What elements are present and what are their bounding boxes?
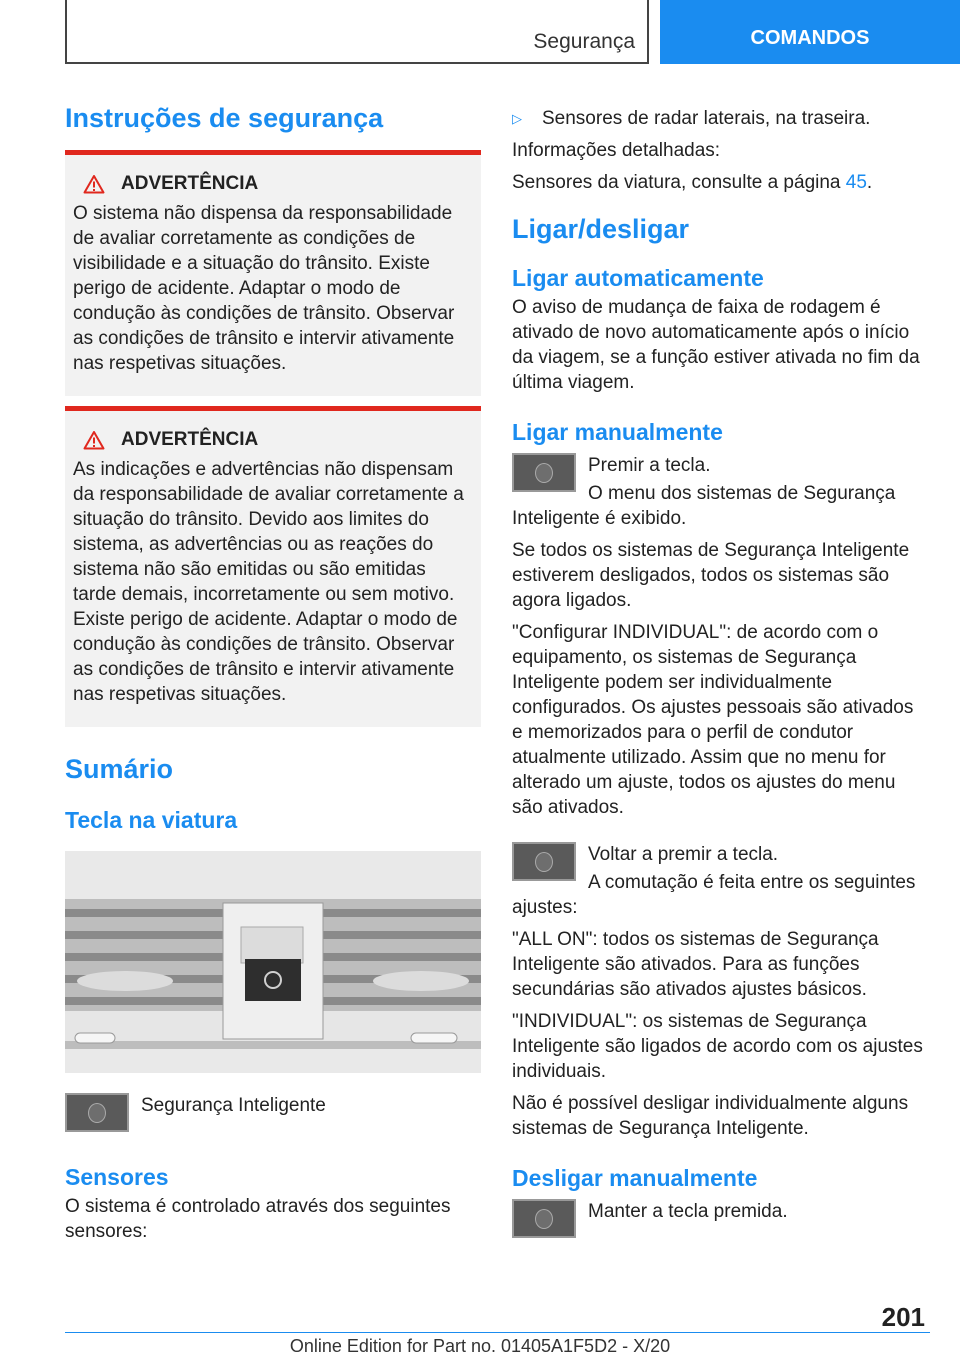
page-number: 201 bbox=[881, 1302, 925, 1332]
warning-text: O sistema não dispensa da responsabilidade de avaliar corretamente as condições de visibilidade e a situação do trânsito. Existe perigo de acidente. Adaptar o modo de condução às condições de trânsito. Observar as condições de trânsito e intervir ativamente nas respetivas situações. bbox=[73, 203, 455, 374]
left-column bbox=[65, 98, 481, 1244]
console-photo bbox=[65, 851, 481, 1073]
all-on-text: "ALL ON": todos os sistemas de Segurança Inteligente são ativados. Para as funções secundárias são ativados ajustes básicos. bbox=[512, 929, 879, 1000]
list-item bbox=[512, 106, 928, 131]
header-section: Segurança bbox=[533, 30, 635, 53]
hold-key-row bbox=[512, 1199, 928, 1238]
manual-title: Ligar manualmente bbox=[512, 419, 723, 445]
intelligent-safety-button-icon bbox=[512, 1199, 576, 1238]
key-title: Tecla na viatura bbox=[65, 807, 238, 833]
right-column bbox=[512, 106, 928, 1238]
auto-text: O aviso de mudança de faixa de rodagem é ativado de novo automaticamente após o início da viagem, se a função estiver ativada no fim da última viagem. bbox=[512, 297, 920, 393]
chapter-tab[interactable]: COMANDOS bbox=[660, 0, 960, 64]
button-legend bbox=[65, 1093, 481, 1132]
press-key-text: Premir a tecla. bbox=[588, 455, 711, 476]
not-possible-text: Não é possível desligar individualmente alguns sistemas de Segurança Inteligente. bbox=[512, 1093, 909, 1139]
details-text: Sensores da viatura, consulte a página 45. bbox=[512, 172, 873, 193]
section-title: Instruções de segurança bbox=[65, 103, 384, 133]
button-legend-label: Segurança Inteligente bbox=[141, 1095, 326, 1116]
footer-divider bbox=[65, 1332, 930, 1333]
footer-text: Online Edition for Part no. 01405A1F5D2 - X/20 bbox=[289, 1336, 671, 1356]
configure-text: "Configurar INDIVIDUAL": de acordo com o equipamento, os sistemas de Segurança Inteligente podem ser individualmente configurados. Os ajustes pessoais são ativados e memorizados para o perfil de condutor atualmente utilizado. Assim que no menu for alterado um ajuste, todos os ajustes do menu são ativados. bbox=[512, 622, 914, 818]
warning-text: As indicações e advertências não dispensam da responsabilidade de avaliar corretamente a situação do trânsito. Devido aos limites do sistema, as advertências ou as reações do sistema não são emitidas ou são emitidas tarde demais, incorretamente ou sem motivo. Existe perigo de acidente. Adaptar o modo de condução às condições de trânsito. Observar as condições de trânsito e intervir ativamente nas respetivas situações. bbox=[73, 459, 464, 705]
sensors-title: Sensores bbox=[65, 1164, 169, 1190]
intelligent-safety-button-icon bbox=[512, 842, 576, 881]
triangle-bullet-icon: ▷ bbox=[512, 111, 522, 126]
warning-box-2 bbox=[65, 406, 481, 727]
details-label: Informações detalhadas: bbox=[512, 140, 721, 161]
all-off-text: Se todos os sistemas de Segurança Inteligente estiverem desligados, todos os sistemas são agora ligados. bbox=[512, 540, 910, 611]
warning-label: ADVERTÊNCIA bbox=[121, 429, 259, 450]
menu-shown-text: O menu dos sistemas de Segurança Inteligente é exibido. bbox=[512, 483, 896, 529]
sensors-text: O sistema é controlado através dos seguintes sensores: bbox=[65, 1196, 451, 1242]
intelligent-safety-button-icon bbox=[65, 1093, 129, 1132]
summary-title: Sumário bbox=[65, 754, 174, 784]
console-illustration bbox=[65, 851, 481, 1073]
warning-triangle-icon bbox=[83, 430, 105, 450]
warning-triangle-icon bbox=[83, 174, 105, 194]
auto-title: Ligar automaticamente bbox=[512, 265, 764, 291]
page-link[interactable]: 45 bbox=[845, 172, 867, 193]
hold-key-text: Manter a tecla premida. bbox=[588, 1201, 788, 1222]
toggle-text: A comutação é feita entre os seguintes ajustes: bbox=[512, 872, 916, 918]
onoff-title: Ligar/desligar bbox=[512, 214, 690, 244]
off-title: Desligar manualmente bbox=[512, 1165, 758, 1191]
list-item-text: Sensores de radar laterais, na traseira. bbox=[542, 108, 871, 129]
press-again-text: Voltar a premir a tecla. bbox=[588, 844, 779, 865]
warning-label: ADVERTÊNCIA bbox=[121, 173, 259, 194]
individual-text: "INDIVIDUAL": os sistemas de Segurança Inteligente são ligados de acordo com os ajustes individuais. bbox=[512, 1011, 923, 1082]
intelligent-safety-button-icon bbox=[512, 453, 576, 492]
warning-box-1 bbox=[65, 150, 481, 396]
header-frame bbox=[65, 0, 649, 64]
